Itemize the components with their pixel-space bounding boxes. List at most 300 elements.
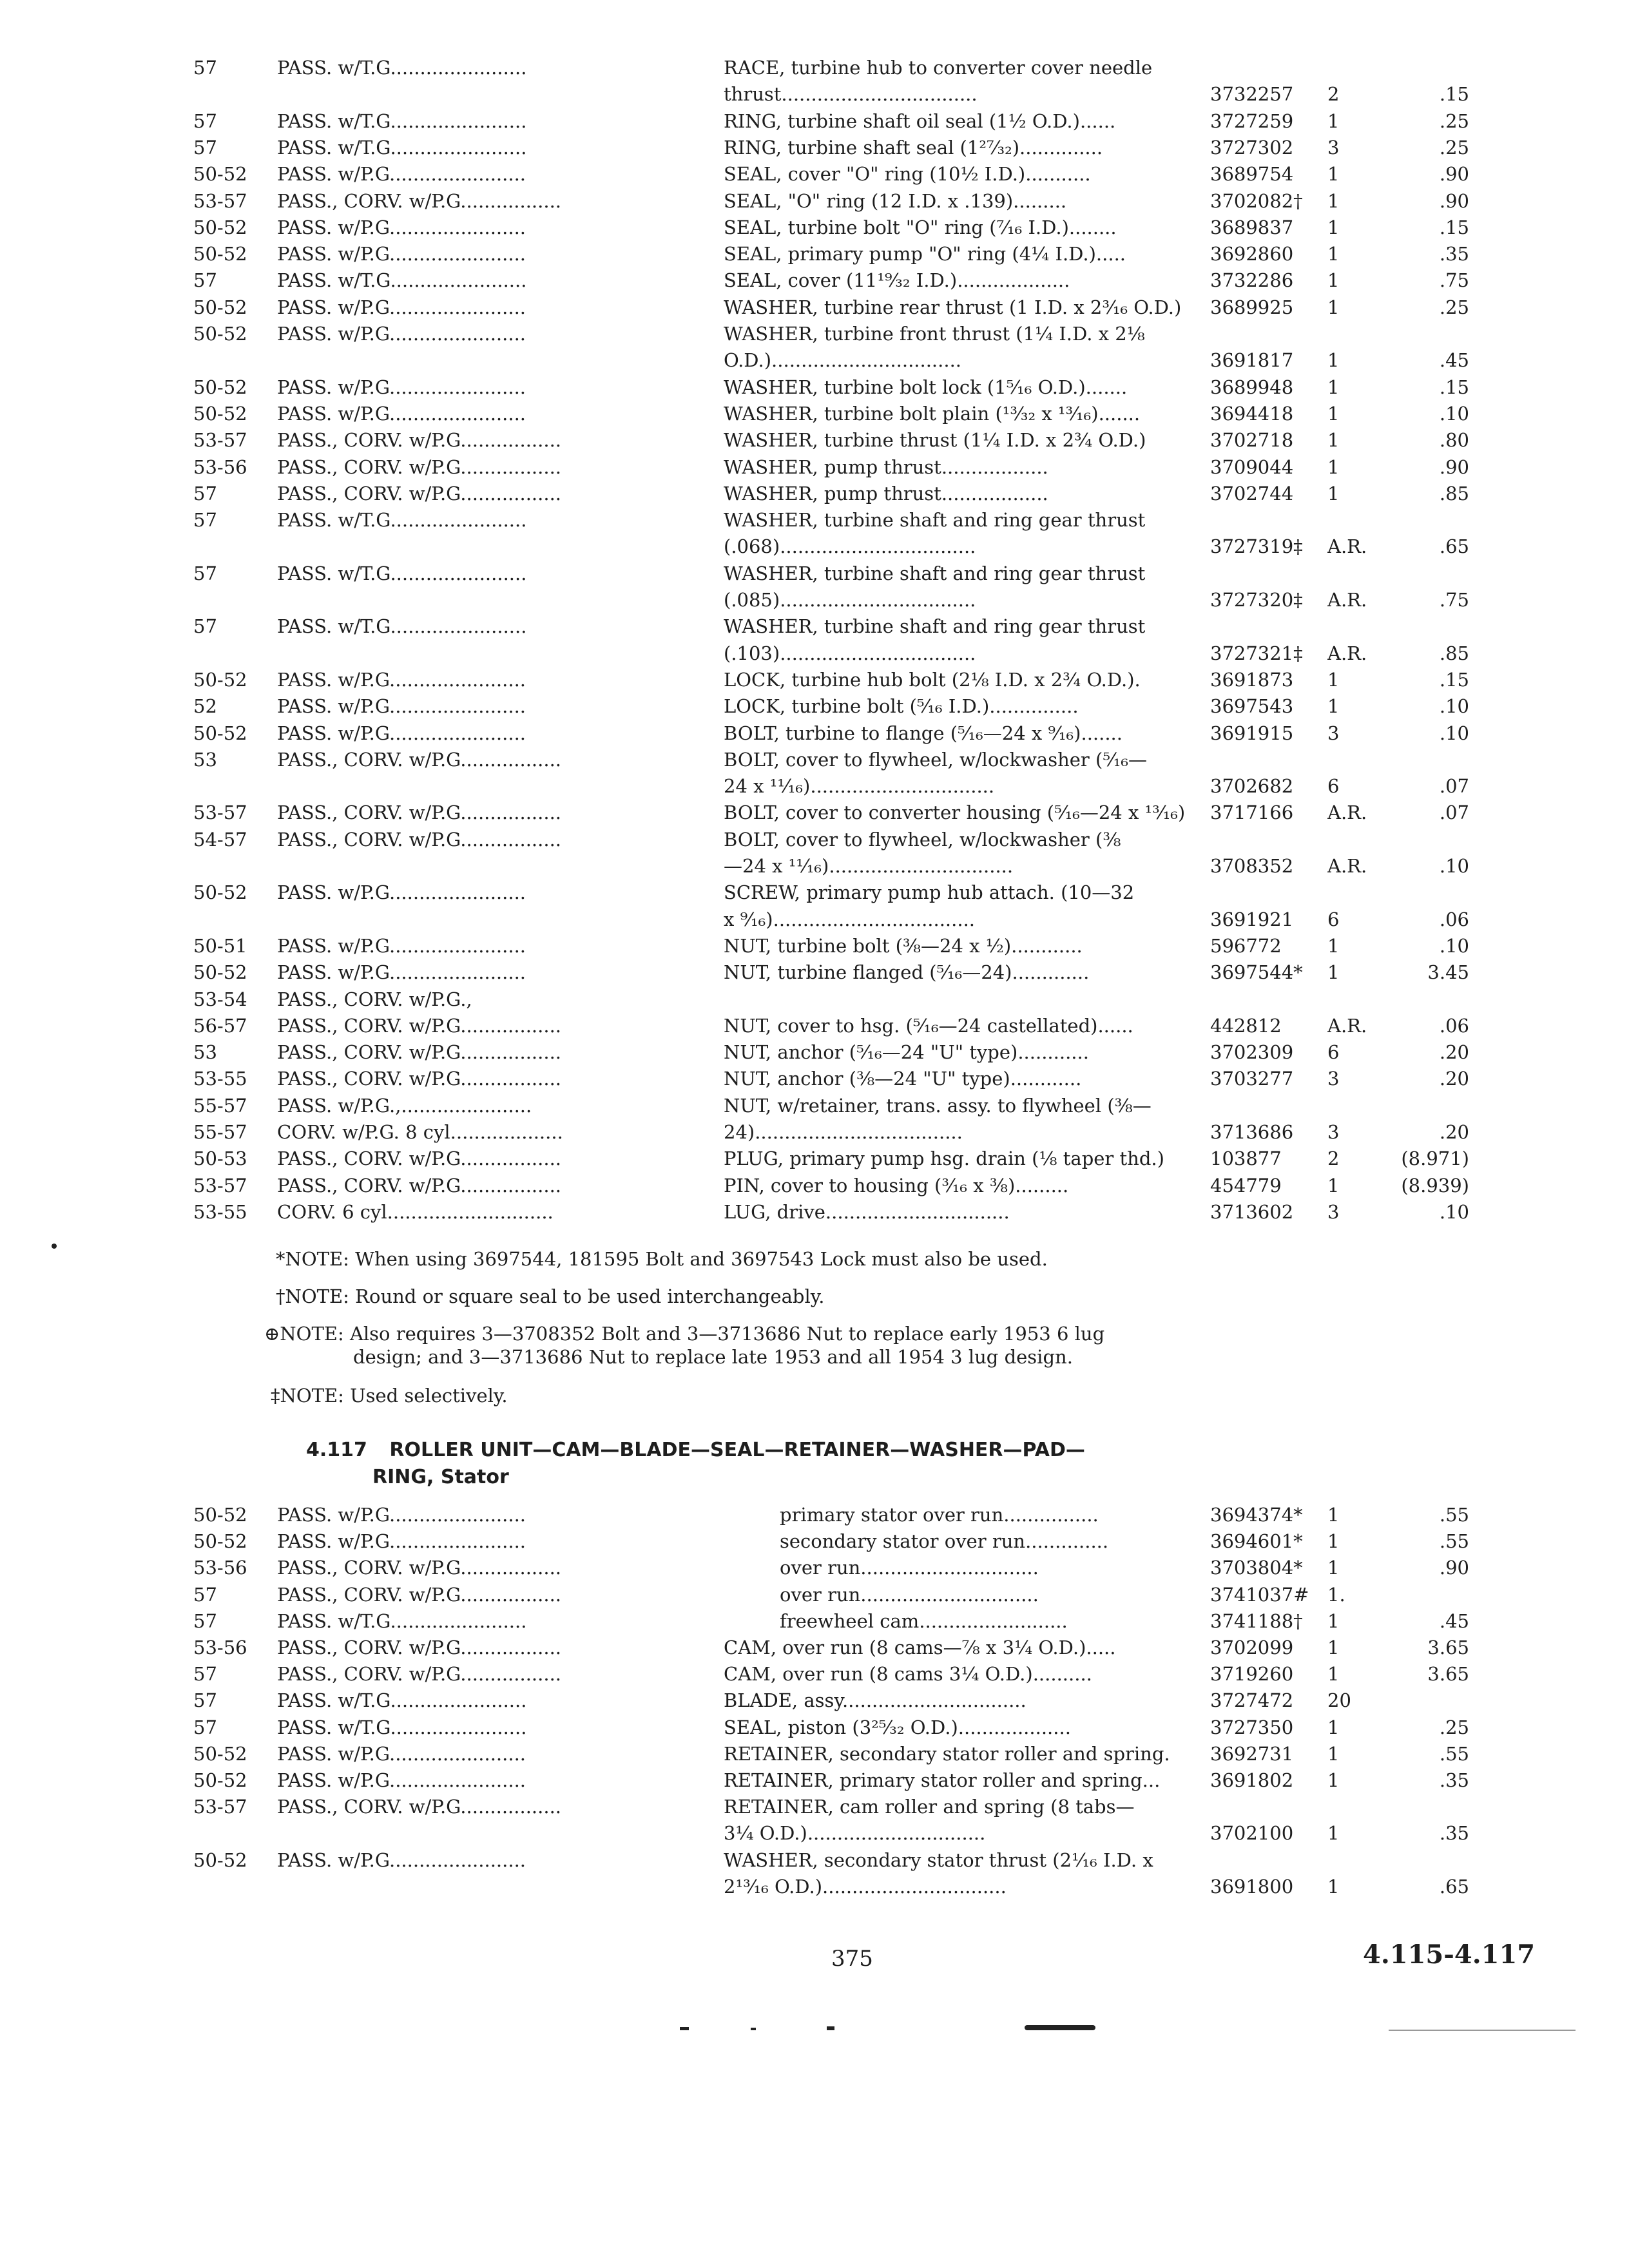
- year-range: 57: [193, 136, 217, 159]
- year-range: 50-52: [193, 402, 247, 425]
- part-row: [0, 1634, 1629, 1661]
- year-range: 57: [193, 1716, 217, 1738]
- scan-mark: [1025, 2025, 1095, 2030]
- quantity: 1: [1327, 1637, 1340, 1658]
- part-number: 3697543: [1210, 695, 1294, 718]
- part-description: (.103).................................: [724, 642, 976, 664]
- part-number: 3694418: [1210, 402, 1294, 425]
- part-description: RACE, turbine hub to converter cover needle: [724, 57, 1153, 79]
- price: 3.65: [1427, 1663, 1469, 1686]
- part-number: 3689948: [1210, 376, 1294, 398]
- part-number: 3694374*: [1210, 1504, 1303, 1526]
- year-range: 52: [193, 695, 217, 718]
- price: .15: [1439, 668, 1469, 691]
- quantity: 1: [1327, 1822, 1340, 1845]
- part-row: [0, 1172, 1629, 1199]
- application: PASS. w/P.G.......................: [277, 1504, 526, 1526]
- application: PASS. w/P.G.......................: [277, 961, 526, 984]
- quantity: 1: [1327, 695, 1340, 718]
- part-description: freewheel cam.........................: [780, 1610, 1068, 1632]
- section-number: 4.117: [306, 1439, 367, 1461]
- price: .25: [1439, 296, 1469, 318]
- quantity: 1: [1327, 1742, 1340, 1765]
- scan-line: [1389, 2030, 1576, 2031]
- price: .15: [1439, 83, 1469, 106]
- price: .85: [1439, 482, 1469, 505]
- part-number: 3727350: [1210, 1716, 1294, 1738]
- part-row: [0, 240, 1629, 267]
- application: PASS., CORV. w/P.G.................: [277, 1148, 562, 1170]
- price: .65: [1439, 535, 1469, 558]
- year-range: 53-56: [193, 1637, 247, 1658]
- year-range: 53-57: [193, 802, 247, 824]
- part-row: [0, 1767, 1629, 1794]
- application: PASS. w/P.G.......................: [277, 668, 526, 691]
- footnote: design; and 3—3713686 Nut to replace late 1953 and all 1954 3 lug design.: [353, 1346, 1073, 1368]
- part-description: RETAINER, cam roller and spring (8 tabs—: [724, 1796, 1135, 1818]
- part-row: [0, 134, 1629, 161]
- year-range: 57: [193, 269, 217, 292]
- part-description: RETAINER, secondary stator roller and spring.: [724, 1742, 1170, 1765]
- quantity: 3: [1327, 136, 1340, 159]
- quantity: 1: [1327, 456, 1340, 478]
- quantity: A.R.: [1327, 535, 1367, 558]
- quantity: 3: [1327, 1068, 1340, 1090]
- part-description: CAM, over run (8 cams 3¼ O.D.)..........: [724, 1663, 1092, 1686]
- part-row: [0, 586, 1629, 613]
- part-number: 3713602: [1210, 1200, 1294, 1223]
- part-row: [0, 1092, 1629, 1119]
- part-number: 3727472: [1210, 1689, 1294, 1712]
- year-range: 50-52: [193, 376, 247, 398]
- quantity: 1: [1327, 216, 1340, 238]
- year-range: 50-52: [193, 1769, 247, 1791]
- part-row: [0, 613, 1629, 640]
- quantity: 6: [1327, 775, 1340, 798]
- part-description: 2¹³⁄₁₆ O.D.)...............................: [724, 1875, 1007, 1898]
- part-number: 3727302: [1210, 136, 1294, 159]
- quantity: 1: [1327, 296, 1340, 318]
- price: .35: [1439, 1769, 1469, 1791]
- part-number: 3703277: [1210, 1068, 1294, 1090]
- part-row: [0, 347, 1629, 374]
- part-description: RING, turbine shaft seal (1²⁷⁄₃₂)..............: [724, 136, 1103, 159]
- price: .10: [1439, 722, 1469, 744]
- year-range: 50-52: [193, 961, 247, 984]
- margin-dot: [52, 1244, 57, 1249]
- part-description: NUT, anchor (⁵⁄₁₆—24 "U" type)............: [724, 1041, 1089, 1064]
- part-row: [0, 986, 1629, 1013]
- part-description: BOLT, cover to flywheel, w/lockwasher (⅜: [724, 828, 1121, 850]
- year-range: 53-55: [193, 1068, 247, 1090]
- footnote: *NOTE: When using 3697544, 181595 Bolt and 3697543 Lock must also be used.: [276, 1248, 1048, 1270]
- part-number: 3727321‡: [1210, 642, 1303, 664]
- price: .80: [1439, 429, 1469, 452]
- part-description: SEAL, cover (11¹⁹⁄₃₂ I.D.)...................: [724, 269, 1070, 292]
- application: PASS. w/T.G.......................: [277, 509, 527, 532]
- part-number: 3727319‡: [1210, 535, 1303, 558]
- year-range: 57: [193, 57, 217, 79]
- year-range: 57: [193, 482, 217, 505]
- price: .25: [1439, 1716, 1469, 1738]
- part-description: BOLT, turbine to flange (⁵⁄₁₆—24 x ⁹⁄₁₆).......: [724, 722, 1123, 744]
- part-description: SEAL, cover "O" ring (10½ I.D.)...........: [724, 163, 1091, 186]
- part-number: 3691802: [1210, 1769, 1294, 1791]
- year-range: 50-52: [193, 881, 247, 904]
- year-range: 53-55: [193, 1200, 247, 1223]
- price: 3.65: [1427, 1637, 1469, 1658]
- part-number: 3717166: [1210, 802, 1294, 824]
- year-range: 50-52: [193, 1530, 247, 1553]
- part-description: over run..............................: [780, 1583, 1039, 1606]
- price: .35: [1439, 243, 1469, 265]
- price: (8.971): [1401, 1148, 1469, 1170]
- footnote: †NOTE: Round or square seal to be used interchangeably.: [276, 1285, 825, 1307]
- part-description: 24 x ¹¹⁄₁₆)...............................: [724, 775, 995, 798]
- part-number: 3709044: [1210, 456, 1294, 478]
- part-row: [0, 374, 1629, 401]
- part-description: NUT, w/retainer, trans. assy. to flywheel (⅜—: [724, 1094, 1152, 1117]
- part-row: [0, 1554, 1629, 1581]
- part-description: O.D.)................................: [724, 349, 962, 372]
- part-description: PLUG, primary pump hsg. drain (⅛ taper thd.): [724, 1148, 1164, 1170]
- part-row: [0, 294, 1629, 321]
- part-number: 3692731: [1210, 1742, 1294, 1765]
- application: PASS., CORV. w/P.G.,: [277, 988, 472, 1010]
- part-number: 3708352: [1210, 855, 1294, 877]
- part-description: primary stator over run................: [780, 1504, 1099, 1526]
- quantity: 1: [1327, 1769, 1340, 1791]
- section-title-line1: ROLLER UNIT—CAM—BLADE—SEAL—RETAINER—WASHER—PAD—: [389, 1439, 1085, 1461]
- application: PASS. w/P.G.......................: [277, 163, 526, 186]
- price: .10: [1439, 855, 1469, 877]
- price: .55: [1439, 1504, 1469, 1526]
- part-row: [0, 267, 1629, 294]
- part-row: [0, 773, 1629, 800]
- part-number: 3732286: [1210, 269, 1294, 292]
- part-number: 3702744: [1210, 482, 1294, 505]
- year-range: 50-52: [193, 323, 247, 345]
- year-range: 57: [193, 1583, 217, 1606]
- part-number: 3741188†: [1210, 1610, 1303, 1632]
- quantity: A.R.: [1327, 589, 1367, 611]
- application: PASS., CORV. w/P.G.................: [277, 189, 562, 212]
- year-range: 53-56: [193, 1557, 247, 1579]
- part-description: WASHER, pump thrust..................: [724, 482, 1048, 505]
- part-number: 3703804*: [1210, 1557, 1303, 1579]
- application: PASS. w/P.G.......................: [277, 296, 526, 318]
- part-row: [0, 666, 1629, 693]
- quantity: 6: [1327, 908, 1340, 930]
- section-title-line2: RING, Stator: [372, 1466, 509, 1488]
- price: .10: [1439, 1200, 1469, 1223]
- quantity: 1: [1327, 1716, 1340, 1738]
- application: PASS. w/P.G.......................: [277, 695, 526, 718]
- part-number: 442812: [1210, 1014, 1282, 1037]
- part-description: WASHER, turbine shaft and ring gear thrust: [724, 615, 1146, 638]
- price: .06: [1439, 908, 1469, 930]
- part-number: 3691873: [1210, 668, 1294, 691]
- quantity: 1: [1327, 189, 1340, 212]
- quantity: A.R.: [1327, 855, 1367, 877]
- part-row: [0, 1793, 1629, 1820]
- price: .07: [1439, 802, 1469, 824]
- part-description: 24)...................................: [724, 1121, 963, 1143]
- part-row: [0, 693, 1629, 720]
- part-number: 3702682: [1210, 775, 1294, 798]
- part-description: x ⁹⁄₁₆)..................................: [724, 908, 976, 930]
- footnote: ⊕NOTE: Also requires 3—3708352 Bolt and 3—3713686 Nut to replace early 1953 6 lug: [264, 1323, 1105, 1345]
- part-row: [0, 640, 1629, 667]
- application: PASS. w/T.G.......................: [277, 110, 527, 132]
- quantity: 1: [1327, 1610, 1340, 1632]
- part-row: [0, 932, 1629, 959]
- quantity: 2: [1327, 83, 1340, 106]
- part-row: [0, 506, 1629, 533]
- part-number: 3727259: [1210, 110, 1294, 132]
- quantity: 1: [1327, 376, 1340, 398]
- part-number: 3702718: [1210, 429, 1294, 452]
- quantity: 1: [1327, 1530, 1340, 1553]
- application: PASS. w/T.G.......................: [277, 1610, 527, 1632]
- part-row: [0, 400, 1629, 427]
- price: .07: [1439, 775, 1469, 798]
- year-range: 50-52: [193, 722, 247, 744]
- application: PASS. w/P.G.,......................: [277, 1094, 532, 1117]
- quantity: 1: [1327, 1663, 1340, 1686]
- footnote: ‡NOTE: Used selectively.: [271, 1385, 508, 1407]
- part-description: WASHER, turbine bolt plain (¹³⁄₃₂ x ¹³⁄₁₆).......: [724, 402, 1141, 425]
- application: PASS., CORV. w/P.G.................: [277, 1014, 562, 1037]
- application: PASS. w/T.G.......................: [277, 562, 527, 584]
- part-description: SCREW, primary pump hub attach. (10—32: [724, 881, 1135, 904]
- price: .55: [1439, 1742, 1469, 1765]
- quantity: A.R.: [1327, 1014, 1367, 1037]
- part-number: 3702100: [1210, 1822, 1294, 1845]
- part-description: WASHER, turbine front thrust (1¼ I.D. x 2⅛: [724, 323, 1145, 345]
- year-range: 57: [193, 110, 217, 132]
- part-number: 3692860: [1210, 243, 1294, 265]
- application: PASS., CORV. w/P.G.................: [277, 1796, 562, 1818]
- part-description: BOLT, cover to flywheel, w/lockwasher (⁵⁄₁₆—: [724, 748, 1148, 771]
- application: PASS. w/T.G.......................: [277, 57, 527, 79]
- part-row: [0, 1847, 1629, 1874]
- scan-mark: [751, 2028, 756, 2030]
- part-number: 3691817: [1210, 349, 1294, 372]
- price: .45: [1439, 1610, 1469, 1632]
- part-row: [0, 81, 1629, 108]
- price: .25: [1439, 136, 1469, 159]
- part-description: LUG, drive...............................: [724, 1200, 1010, 1223]
- year-range: 53-56: [193, 456, 247, 478]
- application: PASS. w/P.G.......................: [277, 216, 526, 238]
- part-row: [0, 826, 1629, 853]
- part-description: secondary stator over run..............: [780, 1530, 1109, 1553]
- part-description: 3¼ O.D.)..............................: [724, 1822, 986, 1845]
- part-number: 3691921: [1210, 908, 1294, 930]
- part-number: 3702099: [1210, 1637, 1294, 1658]
- part-description: PIN, cover to housing (³⁄₁₆ x ⅜).........: [724, 1174, 1069, 1196]
- application: PASS. w/P.G.......................: [277, 402, 526, 425]
- part-row: [0, 1820, 1629, 1847]
- part-number: 3689925: [1210, 296, 1294, 318]
- part-description: over run..............................: [780, 1557, 1039, 1579]
- quantity: 6: [1327, 1041, 1340, 1064]
- part-description: WASHER, turbine thrust (1¼ I.D. x 2¾ O.D.): [724, 429, 1146, 452]
- quantity: 1: [1327, 269, 1340, 292]
- part-number: 3727320‡: [1210, 589, 1303, 611]
- part-number: 3713686: [1210, 1121, 1294, 1143]
- part-number: 103877: [1210, 1148, 1282, 1170]
- part-row: [0, 1501, 1629, 1528]
- year-range: 50-52: [193, 1849, 247, 1871]
- quantity: 1: [1327, 934, 1340, 957]
- part-description: WASHER, turbine rear thrust (1 I.D. x 2³⁄₁₆ O.D.): [724, 296, 1182, 318]
- part-row: [0, 959, 1629, 986]
- price: .35: [1439, 1822, 1469, 1845]
- application: PASS. w/P.G.......................: [277, 1849, 526, 1871]
- part-number: 3702082†: [1210, 189, 1303, 212]
- application: PASS. w/T.G.......................: [277, 1716, 527, 1738]
- part-description: CAM, over run (8 cams—⅞ x 3¼ O.D.).....: [724, 1637, 1116, 1658]
- part-row: [0, 746, 1629, 773]
- part-row: [0, 1581, 1629, 1608]
- price: .75: [1439, 269, 1469, 292]
- part-row: [0, 1119, 1629, 1146]
- part-number: 3691800: [1210, 1875, 1294, 1898]
- price: .90: [1439, 1557, 1469, 1579]
- quantity: A.R.: [1327, 802, 1367, 824]
- price: 3.45: [1427, 961, 1469, 984]
- part-description: (.085).................................: [724, 589, 976, 611]
- price: .65: [1439, 1875, 1469, 1898]
- quantity: A.R.: [1327, 642, 1367, 664]
- year-range: 50-52: [193, 668, 247, 691]
- part-row: [0, 1065, 1629, 1092]
- price: .55: [1439, 1530, 1469, 1553]
- year-range: 53-57: [193, 429, 247, 452]
- part-description: (.068).................................: [724, 535, 976, 558]
- part-description: SEAL, "O" ring (12 I.D. x .139).........: [724, 189, 1067, 212]
- part-row: [0, 1039, 1629, 1066]
- application: CORV. w/P.G. 8 cyl...................: [277, 1121, 563, 1143]
- application: PASS., CORV. w/P.G.................: [277, 1637, 562, 1658]
- part-row: [0, 1608, 1629, 1635]
- part-number: 3691915: [1210, 722, 1294, 744]
- year-range: 57: [193, 615, 217, 638]
- part-row: [0, 879, 1629, 906]
- scan-mark: [680, 2027, 689, 2030]
- price: .20: [1439, 1041, 1469, 1064]
- price: .90: [1439, 456, 1469, 478]
- year-range: 50-53: [193, 1148, 247, 1170]
- part-description: BOLT, cover to converter housing (⁵⁄₁₆—24 x ¹³⁄₁₆): [724, 802, 1186, 824]
- year-range: 50-52: [193, 1504, 247, 1526]
- application: PASS. w/P.G.......................: [277, 722, 526, 744]
- application: PASS., CORV. w/P.G.................: [277, 828, 562, 850]
- part-row: [0, 1714, 1629, 1741]
- part-description: —24 x ¹¹⁄₁₆)...............................: [724, 855, 1014, 877]
- part-number: 3732257: [1210, 83, 1294, 106]
- application: PASS. w/P.G.......................: [277, 1742, 526, 1765]
- price: .90: [1439, 189, 1469, 212]
- quantity: 1: [1327, 1174, 1340, 1196]
- year-range: 57: [193, 1610, 217, 1632]
- quantity: 2: [1327, 1148, 1340, 1170]
- quantity: 1: [1327, 961, 1340, 984]
- price: .15: [1439, 376, 1469, 398]
- year-range: 56-57: [193, 1014, 247, 1037]
- application: PASS., CORV. w/P.G.................: [277, 748, 562, 771]
- year-range: 53-54: [193, 988, 247, 1010]
- quantity: 1: [1327, 243, 1340, 265]
- part-row: [0, 533, 1629, 560]
- part-row: [0, 480, 1629, 507]
- quantity: 1: [1327, 482, 1340, 505]
- quantity: 1: [1327, 402, 1340, 425]
- year-range: 57: [193, 1663, 217, 1686]
- part-row: [0, 1528, 1629, 1555]
- part-description: SEAL, turbine bolt "O" ring (⁷⁄₁₆ I.D.)........: [724, 216, 1117, 238]
- year-range: 50-52: [193, 243, 247, 265]
- scan-mark: [827, 2026, 834, 2030]
- part-number: 3694601*: [1210, 1530, 1303, 1553]
- quantity: 1: [1327, 349, 1340, 372]
- part-row: [0, 1660, 1629, 1687]
- part-row: [0, 720, 1629, 747]
- part-row: [0, 799, 1629, 826]
- part-description: NUT, cover to hsg. (⁵⁄₁₆—24 castellated)......: [724, 1014, 1133, 1037]
- part-row: [0, 108, 1629, 135]
- part-description: WASHER, turbine shaft and ring gear thrust: [724, 562, 1146, 584]
- part-description: NUT, turbine bolt (⅜—24 x ½)............: [724, 934, 1083, 957]
- application: PASS. w/T.G.......................: [277, 615, 527, 638]
- part-description: WASHER, turbine shaft and ring gear thrust: [724, 509, 1146, 532]
- quantity: 1: [1327, 429, 1340, 452]
- price: .45: [1439, 349, 1469, 372]
- quantity: 20: [1327, 1689, 1351, 1712]
- page-number: 375: [831, 1946, 873, 1972]
- year-range: 57: [193, 509, 217, 532]
- part-description: BLADE, assy...............................: [724, 1689, 1027, 1712]
- part-description: NUT, turbine flanged (⁵⁄₁₆—24).............: [724, 961, 1090, 984]
- part-row: [0, 852, 1629, 879]
- quantity: 3: [1327, 1121, 1340, 1143]
- application: PASS., CORV. w/P.G.................: [277, 1041, 562, 1064]
- part-row: [0, 1740, 1629, 1767]
- application: PASS. w/T.G.......................: [277, 269, 527, 292]
- section-range: 4.115-4.117: [1363, 1939, 1536, 1970]
- application: PASS. w/P.G.......................: [277, 1530, 526, 1553]
- part-number: 3719260: [1210, 1663, 1294, 1686]
- year-range: 53-57: [193, 1796, 247, 1818]
- part-description: SEAL, piston (3²⁵⁄₃₂ O.D.)...................: [724, 1716, 1071, 1738]
- application: PASS. w/T.G.......................: [277, 136, 527, 159]
- part-row: [0, 187, 1629, 215]
- part-row: [0, 54, 1629, 81]
- part-number: 3741037#: [1210, 1583, 1309, 1606]
- year-range: 50-51: [193, 934, 247, 957]
- part-number: 3697544*: [1210, 961, 1303, 984]
- part-number: 3689754: [1210, 163, 1294, 186]
- part-number: 596772: [1210, 934, 1282, 957]
- price: .20: [1439, 1121, 1469, 1143]
- part-row: [0, 1687, 1629, 1714]
- application: PASS. w/P.G.......................: [277, 323, 526, 345]
- part-number: 3689837: [1210, 216, 1294, 238]
- part-row: [0, 1145, 1629, 1172]
- price: .25: [1439, 110, 1469, 132]
